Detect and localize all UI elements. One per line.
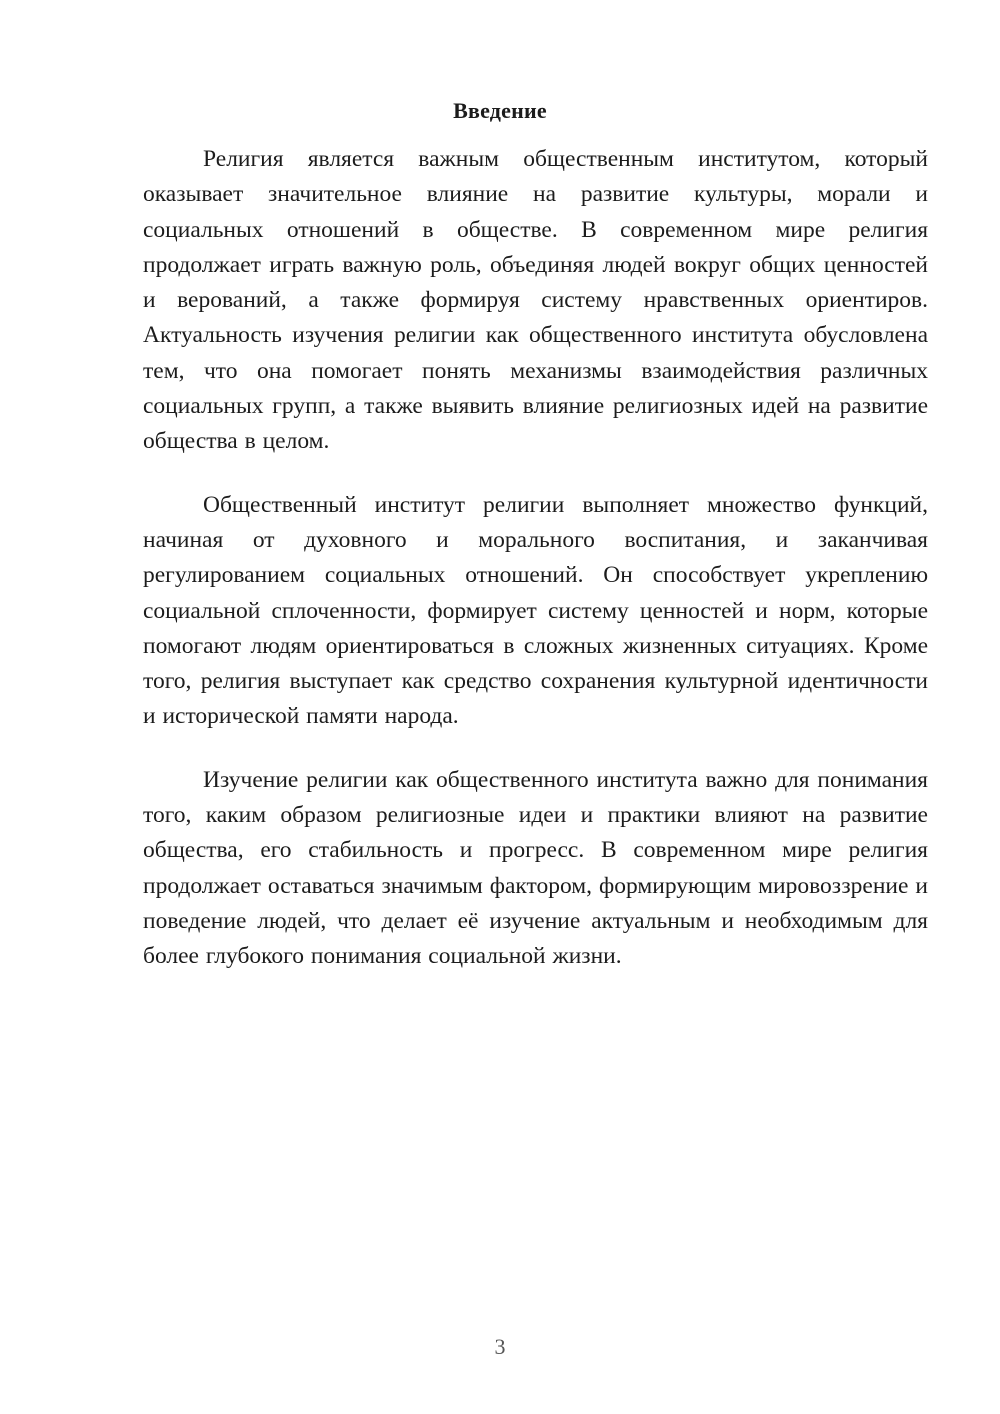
document-body [143,142,928,1003]
page-number: 3 [494,1334,506,1359]
page-title: Введение [453,98,547,123]
paragraph-1: Религия является важным общественным институтом, который оказывает значительное влияние на развитие культуры, морали и социальных отношений в обществе. В современном мире религия продолжает играть важную роль, объединяя людей вокруг общих ценностей и верований, а также формируя систему нравственных ориентиров. Актуальность изучения религии как общественного института обусловлена тем, что она помогает понять механизмы взаимодействия различных социальных групп, а также выявить влияние религиозных идей на развитие общества в целом. [143,146,928,455]
paragraph-2: Общественный институт религии выполняет множество функций, начиная от духовного и морального воспитания, и заканчивая регулированием социальных отношений. Он способствует укреплению социальной сплоченности, формирует систему ценностей и норм, которые помогают людям ориентироваться в сложных жизненных ситуациях. Кроме того, религия выступает как средство сохранения культурной идентичности и исторической памяти народа. [143,491,928,730]
paragraph-3: Изучение религии как общественного института важно для понимания того, каким образом религиозные идеи и практики влияют на развитие общества, его стабильность и прогресс. В современном мире религия продолжает оставаться значимым фактором, формирующим мировоззрение и поведение людей, что делает её изучение актуальным и необходимым для более глубокого понимания социальной жизни. [143,766,928,970]
